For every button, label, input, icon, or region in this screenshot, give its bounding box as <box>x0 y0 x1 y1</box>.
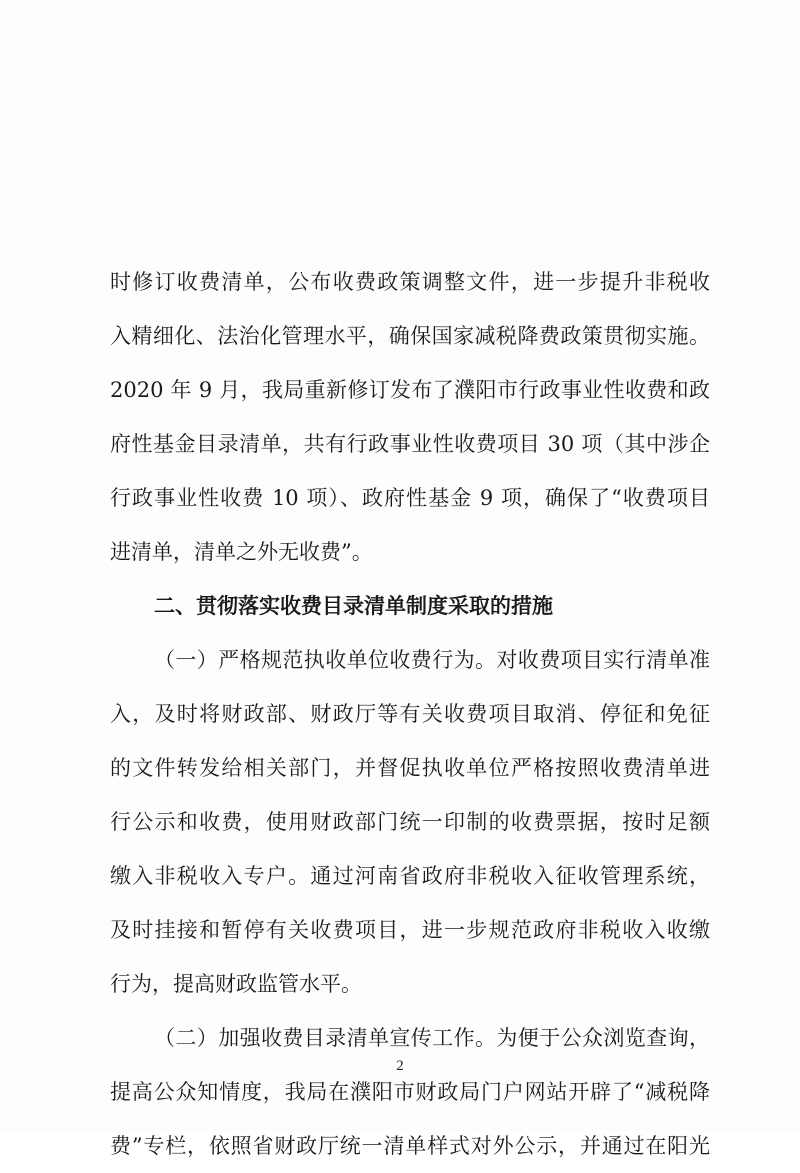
section-heading: 二、贯彻落实收费目录清单制度采取的措施 <box>154 594 553 618</box>
paragraph-line: 入精细化、法治化管理水平，确保国家减税降费政策贯彻实施。 <box>110 324 710 348</box>
paragraph-line: 府性基金目录清单，共有行政事业性收费项目 30 项（其中涉企 <box>110 432 710 456</box>
paragraph-line: 进清单，清单之外无收费”。 <box>110 540 373 564</box>
paragraph-line: （一）严格规范执收单位收费行为。对收费项目实行清单准 <box>154 648 710 672</box>
paragraph-line: 费”专栏，依照省财政厅统一清单样式对外公示，并通过在阳光 <box>110 1134 710 1158</box>
paragraph-line: 缴入非税收入专户。通过河南省政府非税收入征收管理系统， <box>110 864 710 888</box>
page-number: 2 <box>396 1058 404 1074</box>
paragraph-line: 行公示和收费，使用财政部门统一印制的收费票据，按时足额 <box>110 810 710 834</box>
body-text <box>110 255 710 1173</box>
paragraph-line: 行政事业性收费 10 项）、政府性基金 9 项，确保了“收费项目 <box>110 486 710 510</box>
paragraph-line: （二）加强收费目录清单宣传工作。为便于公众浏览查询， <box>154 1026 710 1050</box>
paragraph-line: 2020 年 9 月，我局重新修订发布了濮阳市行政事业性收费和政 <box>110 378 710 402</box>
paragraph-line: 提高公众知情度，我局在濮阳市财政局门户网站开辟了“减税降 <box>110 1080 710 1104</box>
paragraph-line: 入，及时将财政部、财政厅等有关收费项目取消、停征和免征 <box>110 702 710 726</box>
paragraph-line: 时修订收费清单，公布收费政策调整文件，进一步提升非税收 <box>110 270 710 294</box>
paragraph-line: 的文件转发给相关部门，并督促执收单位严格按照收费清单进 <box>110 756 710 780</box>
paragraph-line: 及时挂接和暂停有关收费项目，进一步规范政府非税收入收缴 <box>110 918 710 942</box>
paragraph-line: 行为，提高财政监管水平。 <box>110 972 362 996</box>
